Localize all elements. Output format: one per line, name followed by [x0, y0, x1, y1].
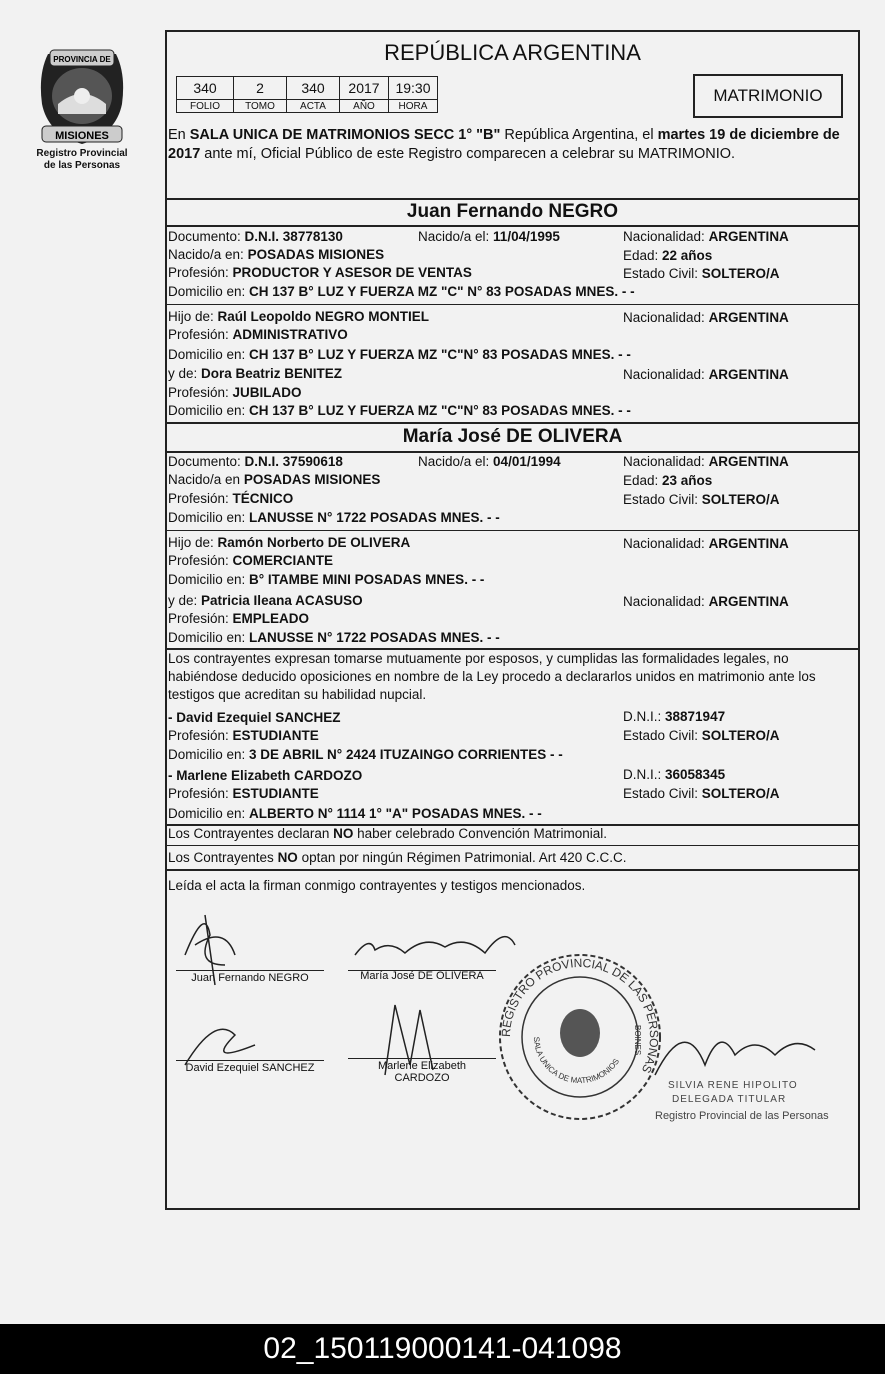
spouse1-age: Edad: 22 años — [623, 248, 713, 263]
spouse2-father-profession: Profesión: COMERCIANTE — [168, 553, 334, 568]
spouse2-mother-address: Domicilio en: LANUSSE N° 1722 POSADAS MNES. - - — [168, 630, 500, 645]
spouse2-father-nationality: Nacionalidad: ARGENTINA — [623, 536, 789, 551]
spouse1-name: Juan Fernando NEGRO — [406, 201, 619, 222]
act-type-box: MATRIMONIO — [693, 74, 843, 118]
spouse1-father: Hijo de: Raúl Leopoldo NEGRO MONTIEL — [168, 309, 430, 324]
anio-label: AÑO — [340, 100, 389, 113]
divider — [165, 198, 860, 200]
spouse1-mother-address: Domicilio en: CH 137 B° LUZ Y FUERZA MZ "C"N° 83 POSADAS MNES. - - — [168, 403, 631, 418]
document-id-bar: 02_150119000141-041098 — [0, 1324, 885, 1374]
svg-text:BOINES: BOINES — [633, 1025, 642, 1056]
spouse2-age: Edad: 23 años — [623, 473, 713, 488]
divider — [165, 225, 860, 227]
spouse1-father-address: Domicilio en: CH 137 B° LUZ Y FUERZA MZ "C"N° 83 POSADAS MNES. - - — [168, 347, 631, 362]
signature-name-3: David Ezequiel SANCHEZ — [185, 1062, 315, 1074]
official-role: DELEGADA TITULAR — [672, 1094, 787, 1105]
spouse1-mother-profession: Profesión: JUBILADO — [168, 385, 302, 400]
signature-name-2: María José DE OLIVERA — [360, 970, 484, 982]
convention-text: Los Contrayentes declaran NO haber celebrado Convención Matrimonial. — [168, 826, 607, 841]
spouse1-birthdate: Nacido/a el: 11/04/1995 — [418, 229, 560, 244]
signature-name-4: Marlene Elizabeth CARDOZO — [377, 1060, 467, 1084]
divider — [165, 845, 860, 846]
spouse2-address: Domicilio en: LANUSSE N° 1722 POSADAS MNES. - - — [168, 510, 500, 525]
spouse1-mother: y de: Dora Beatriz BENITEZ — [168, 366, 343, 381]
official-stamp — [495, 945, 665, 1125]
read-statement: Leída el acta la firman conmigo contrayentes y testigos mencionados. — [168, 878, 586, 893]
hora-label: HORA — [389, 100, 438, 113]
document-title: REPÚBLICA ARGENTINA — [384, 40, 641, 65]
svg-text:SALA UNICA DE MATRIMONIOS: SALA UNICA DE MATRIMONIOS — [531, 1036, 622, 1086]
signature-line-4 — [348, 1058, 496, 1059]
spouse1-profession: Profesión: PRODUCTOR Y ASESOR DE VENTAS — [168, 265, 472, 280]
spouse2-civil-status: Estado Civil: SOLTERO/A — [623, 492, 780, 507]
spouse2-mother-nationality: Nacionalidad: ARGENTINA — [623, 594, 789, 609]
intro-paragraph: En SALA UNICA DE MATRIMONIOS SECC 1° "B" República Argentina, el martes 19 de diciembre de 2017 ante mí, Oficial Público de este Registro comparecen a celebrar su MATRIMONIO. — [168, 127, 840, 162]
spouse2-document: Documento: D.N.I. 37590618 — [168, 454, 343, 469]
spouse1-birthplace: Nacido/a en: POSADAS MISIONES — [168, 247, 385, 262]
spouse2-mother-profession: Profesión: EMPLEADO — [168, 611, 310, 626]
witness2-civil-status: Estado Civil: SOLTERO/A — [623, 786, 780, 801]
anio-value: 2017 — [340, 77, 389, 100]
svg-text:PROVINCIA DE: PROVINCIA DE — [53, 55, 111, 64]
spouse2-father-address: Domicilio en: B° ITAMBE MINI POSADAS MNES. - - — [168, 572, 485, 587]
spouse2-name: María José DE OLIVERA — [402, 426, 623, 447]
acta-label: ACTA — [287, 100, 340, 113]
witness1-profession: Profesión: ESTUDIANTE — [168, 728, 319, 743]
spouse2-birthplace: Nacido/a en POSADAS MISIONES — [168, 472, 381, 487]
spouse1-address: Domicilio en: CH 137 B° LUZ Y FUERZA MZ "C" N° 83 POSADAS MNES. - - — [168, 284, 635, 299]
spouse2-profession: Profesión: TÉCNICO — [168, 491, 294, 506]
signature-official — [655, 1042, 815, 1075]
witness1-civil-status: Estado Civil: SOLTERO/A — [623, 728, 780, 743]
signature-line-1 — [176, 970, 324, 971]
acta-value: 340 — [287, 77, 340, 100]
divider — [165, 304, 860, 305]
folio-value: 340 — [177, 77, 234, 100]
stamp-emblem — [560, 1009, 600, 1057]
spouse2-nationality: Nacionalidad: ARGENTINA — [623, 454, 789, 469]
signature-maria — [355, 937, 515, 955]
witness2-dni: D.N.I.: 36058345 — [623, 767, 726, 782]
witness2-address: Domicilio en: ALBERTO N° 1114 1° "A" POSADAS MNES. - - — [168, 806, 542, 821]
witness1-dni: D.N.I.: 38871947 — [623, 709, 726, 724]
divider — [165, 869, 860, 871]
witness1-address: Domicilio en: 3 DE ABRIL N° 2424 ITUZAINGO CORRIENTES - - — [168, 747, 563, 762]
logo-caption: Registro Provincial de las Personas — [36, 148, 128, 171]
svg-text:MISIONES: MISIONES — [55, 130, 109, 142]
folio-label: FOLIO — [177, 100, 234, 113]
province-logo — [28, 44, 136, 148]
svg-text:REGISTRO PROVINCIAL DE LAS PER: REGISTRO PROVINCIAL DE LAS PERSONAS — [498, 955, 662, 1076]
spouse1-civil-status: Estado Civil: SOLTERO/A — [623, 266, 780, 281]
witness2-profession: Profesión: ESTUDIANTE — [168, 786, 319, 801]
regime-text: Los Contrayentes NO optan por ningún Régimen Patrimonial. Art 420 C.C.C. — [168, 850, 627, 865]
signature-name-1: Juan Fernando NEGRO — [191, 972, 309, 984]
hora-value: 19:30 — [389, 77, 438, 100]
divider — [165, 422, 860, 424]
witness2-name: - Marlene Elizabeth CARDOZO — [168, 768, 363, 783]
spouse1-father-nationality: Nacionalidad: ARGENTINA — [623, 310, 789, 325]
spouse2-birthdate: Nacido/a el: 04/01/1994 — [418, 454, 561, 469]
divider — [165, 530, 860, 531]
official-org: Registro Provincial de las Personas — [655, 1110, 829, 1122]
spouse1-mother-nationality: Nacionalidad: ARGENTINA — [623, 367, 789, 382]
registry-table — [176, 76, 438, 113]
spouse2-father: Hijo de: Ramón Norberto DE OLIVERA — [168, 535, 411, 550]
signature-line-3 — [176, 1060, 324, 1061]
witness1-name: - David Ezequiel SANCHEZ — [168, 710, 341, 725]
spouse1-father-profession: Profesión: ADMINISTRATIVO — [168, 327, 348, 342]
spouse1-document: Documento: D.N.I. 38778130 — [168, 229, 343, 244]
tomo-label: TOMO — [234, 100, 287, 113]
spouse1-nationality: Nacionalidad: ARGENTINA — [623, 229, 789, 244]
divider — [165, 451, 860, 453]
tomo-value: 2 — [234, 77, 287, 100]
declaration-text: Los contrayentes expresan tomarse mutuamente por esposos, y cumplidas las formalidades legales, no habiéndose deducido oposiciones en nombre de la Ley procedo a declararlos unidos en matrimonio ante los testigos que acreditan su habilidad nupcial. — [168, 651, 816, 702]
spouse2-mother: y de: Patricia Ileana ACASUSO — [168, 593, 363, 608]
official-name: SILVIA RENE HIPOLITO — [668, 1080, 798, 1091]
